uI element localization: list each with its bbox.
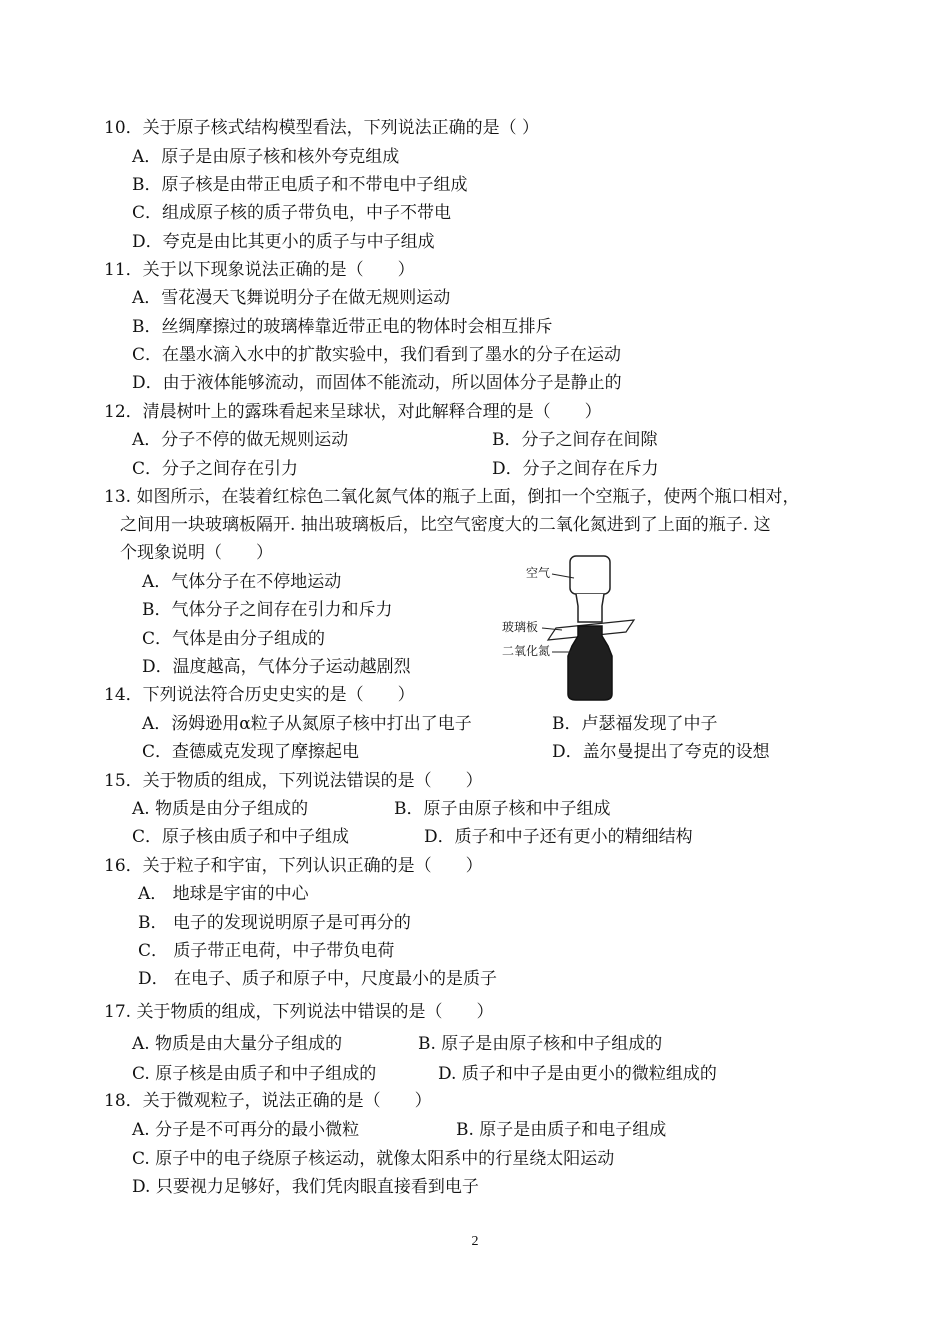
bottle-diffusion-figure: [498, 552, 648, 702]
label-glass: 玻璃板: [502, 620, 539, 634]
q15-option-b: B．原子由原子核和中子组成: [394, 799, 611, 819]
q14-option-a: A．汤姆逊用α粒子从氮原子核中打出了电子: [142, 714, 472, 734]
q13-stem-line1: 13. 如图所示，在装着红棕色二氧化氮气体的瓶子上面，倒扣一个空瓶子，使两个瓶口相对，: [104, 487, 800, 507]
q10-option-b: B．原子核是由带正电质子和不带电中子组成: [132, 175, 468, 195]
q15-option-c: C．原子核由质子和中子组成: [132, 827, 350, 847]
q16-stem: 16．关于粒子和宇宙，下列认识正确的是（ ）: [104, 856, 483, 876]
q11-stem: 11．关于以下现象说法正确的是（ ）: [104, 260, 415, 280]
q15-option-a: A. 物质是由分子组成的: [132, 799, 309, 819]
upper-bottle-neck: [576, 594, 604, 622]
q13-option-a: A．气体分子在不停地运动: [142, 572, 342, 592]
q12-stem: 12．清晨树叶上的露珠看起来呈球状，对此解释合理的是（ ）: [104, 402, 602, 422]
q14-option-c: C．查德威克发现了摩擦起电: [142, 742, 360, 762]
q18-option-a: A. 分子是不可再分的最小微粒: [132, 1120, 360, 1140]
q12-option-c: C．分子之间存在引力: [132, 459, 299, 479]
label-no2: 二氧化氮: [502, 644, 551, 658]
q12-option-b: B．分子之间存在间隙: [492, 430, 658, 450]
q13-stem-line3: 个现象说明（ ）: [120, 543, 273, 563]
q17-stem: 17. 关于物质的组成，下列说法中错误的是（ ）: [104, 1002, 494, 1022]
q10-option-d: D．夸克是由比其更小的质子与中子组成: [132, 232, 435, 252]
q11-option-a: A．雪花漫天飞舞说明分子在做无规则运动: [132, 288, 451, 308]
q11-option-d: D．由于液体能够流动，而固体不能流动，所以固体分子是静止的: [132, 373, 622, 393]
q13-option-d: D．温度越高，气体分子运动越剧烈: [142, 657, 411, 677]
q18-option-c: C. 原子中的电子绕原子核运动，就像太阳系中的行星绕太阳运动: [132, 1149, 615, 1169]
q12-option-a: A．分子不停的做无规则运动: [132, 430, 349, 450]
q13-option-b: B．气体分子之间存在引力和斥力: [142, 600, 393, 620]
q14-option-d: D．盖尔曼提出了夸克的设想: [552, 742, 770, 762]
q15-option-d: D．质子和中子还有更小的精细结构: [424, 827, 693, 847]
page-number: 2: [471, 1234, 479, 1249]
q17-option-d: D. 质子和中子是由更小的微粒组成的: [438, 1064, 717, 1084]
q16-option-a: A． 地球是宇宙的中心: [138, 884, 309, 904]
q14-option-b: B．卢瑟福发现了中子: [552, 714, 718, 734]
q17-option-a: A. 物质是由大量分子组成的: [132, 1034, 343, 1054]
q11-option-b: B．丝绸摩擦过的玻璃棒靠近带正电的物体时会相互排斥: [132, 317, 553, 337]
q18-option-d: D. 只要视力足够好，我们凭肉眼直接看到电子: [132, 1177, 479, 1197]
q16-option-d: D． 在电子、质子和原子中，尺度最小的是质子: [138, 969, 498, 989]
label-air: 空气: [526, 566, 551, 580]
q17-option-c: C. 原子核是由质子和中子组成的: [132, 1064, 377, 1084]
q11-option-c: C．在墨水滴入水中的扩散实验中，我们看到了墨水的分子在运动: [132, 345, 622, 365]
q10-option-a: A．原子是由原子核和核外夸克组成: [132, 147, 400, 167]
q12-option-d: D．分子之间存在斥力: [492, 459, 659, 479]
q10-stem: 10．关于原子核式结构模型看法，下列说法正确的是（ ）: [104, 118, 540, 138]
q18-stem: 18．关于微观粒子，说法正确的是（ ）: [104, 1091, 432, 1111]
q13-option-c: C．气体是由分子组成的: [142, 629, 326, 649]
q16-option-c: C． 质子带正电荷，中子带负电荷: [138, 941, 395, 961]
q14-stem: 14．下列说法符合历史史实的是（ ）: [104, 685, 415, 705]
q13-stem-line2: 之间用一块玻璃板隔开. 抽出玻璃板后，比空气密度大的二氧化氮进到了上面的瓶子. 这: [120, 515, 771, 535]
q17-option-b: B. 原子是由原子核和中子组成的: [418, 1034, 663, 1054]
upper-bottle-body: [570, 556, 610, 594]
q16-option-b: B． 电子的发现说明原子是可再分的: [138, 913, 411, 933]
q18-option-b: B. 原子是由质子和电子组成: [456, 1120, 667, 1140]
q10-option-c: C．组成原子核的质子带负电，中子不带电: [132, 203, 452, 223]
q15-stem: 15．关于物质的组成，下列说法错误的是（ ）: [104, 771, 483, 791]
